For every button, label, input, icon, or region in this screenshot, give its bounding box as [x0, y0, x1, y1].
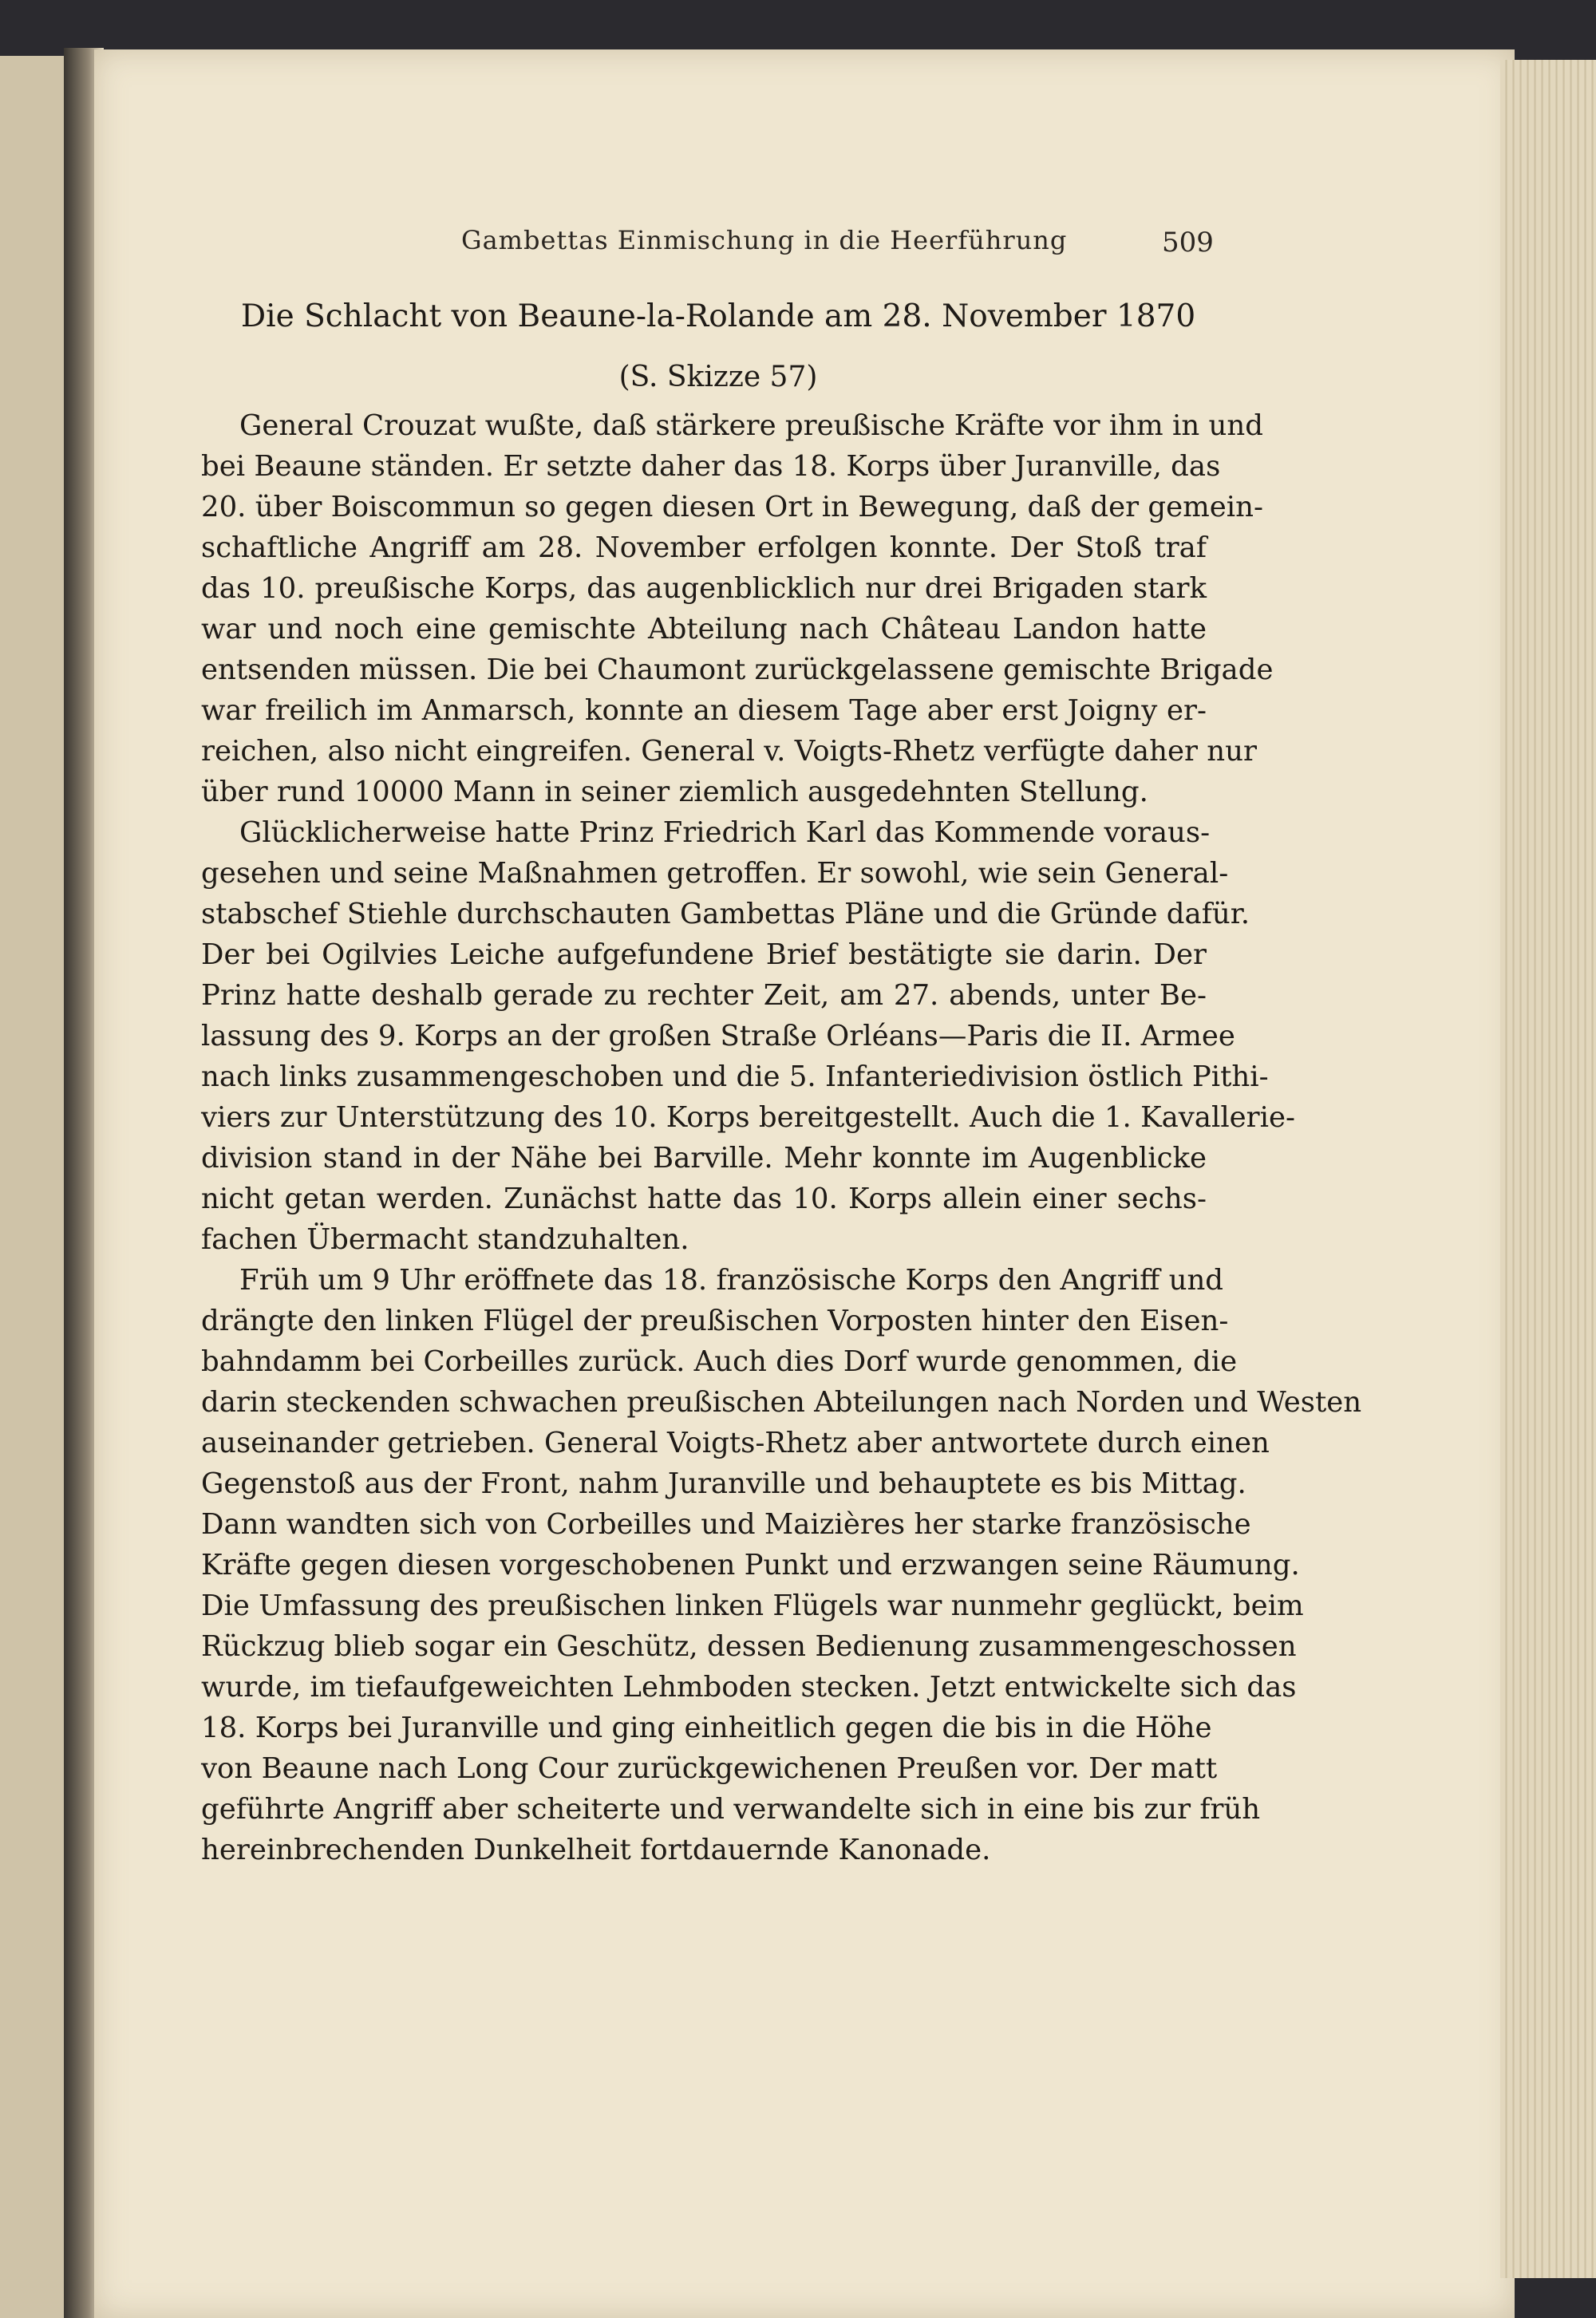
text-line: Prinz hatte deshalb gerade zu rechter Zeit, am 27. abends, unter Be- — [201, 979, 1207, 1012]
paragraph — [201, 405, 1274, 812]
text-line: wurde, im tiefaufgeweichten Lehmboden stecken. Jetzt entwickelte sich das — [201, 1671, 1297, 1704]
text-line: nach links zusammengeschoben und die 5. Infanteriedivision östlich Pithi- — [201, 1060, 1269, 1093]
text-line: darin steckenden schwachen preußischen Abteilungen nach Norden und Westen — [201, 1386, 1362, 1419]
text-line: Früh um 9 Uhr eröffnete das 18. französische Korps den Angriff und — [239, 1264, 1224, 1297]
text-line: Glücklicherweise hatte Prinz Friedrich Karl das Kommende voraus- — [239, 816, 1211, 849]
text-line: entsenden müssen. Die bei Chaumont zurückgelassene gemischte Brigade — [201, 654, 1274, 686]
text-line: Gegenstoß aus der Front, nahm Juranville und behauptete es bis Mittag. — [201, 1467, 1246, 1500]
text-line: 20. über Boiscommun so gegen diesen Ort in Bewegung, daß der gemein- — [201, 491, 1264, 523]
text-line: war und noch eine gemischte Abteilung nach Château Landon hatte — [201, 613, 1207, 646]
text-line: auseinander getrieben. General Voigts-Rhetz aber antwortete durch einen — [201, 1427, 1270, 1459]
text-line: stabschef Stiehle durchschauten Gambettas Pläne und die Gründe dafür. — [201, 898, 1250, 930]
text-line: war freilich im Anmarsch, konnte an diesem Tage aber erst Joigny er- — [201, 694, 1207, 727]
text-line: Der bei Ogilvies Leiche aufgefundene Brief bestätigte sie darin. Der — [201, 938, 1207, 971]
text-line: gesehen und seine Maßnahmen getroffen. Er sowohl, wie sein General- — [201, 857, 1229, 890]
paragraph — [201, 1260, 1362, 1870]
chapter-heading: Die Schlacht von Beaune-la-Rolande am 28. November 1870 — [240, 298, 1196, 334]
text-line: von Beaune nach Long Cour zurückgewichenen Preußen vor. Der matt — [201, 1752, 1218, 1785]
text-line: über rund 10000 Mann in seiner ziemlich ausgedehnten Stellung. — [201, 776, 1148, 808]
text-line: Die Umfassung des preußischen linken Flügels war nunmehr geglückt, beim — [201, 1589, 1304, 1622]
text-line: reichen, also nicht eingreifen. General v. Voigts-Rhetz verfügte daher nur — [201, 735, 1257, 768]
page-number: 509 — [1162, 227, 1214, 259]
text-line: Dann wandten sich von Corbeilles und Maizières her starke französische — [201, 1508, 1251, 1541]
text-line: 18. Korps bei Juranville und ging einheitlich gegen die bis in die Höhe — [201, 1712, 1212, 1744]
paragraph — [201, 812, 1296, 1260]
sketch-reference: (S. Skizze 57) — [618, 361, 818, 393]
text-line: division stand in der Nähe bei Barville. Mehr konnte im Augenblicke — [201, 1142, 1207, 1175]
text-line: das 10. preußische Korps, das augenblicklich nur drei Brigaden stark — [201, 572, 1207, 605]
text-line: fachen Übermacht standzuhalten. — [201, 1223, 689, 1256]
text-line: geführte Angriff aber scheiterte und verwandelte sich in eine bis zur früh — [201, 1793, 1261, 1826]
text-line: drängte den linken Flügel der preußischen Vorposten hinter den Eisen- — [201, 1305, 1229, 1337]
text-line: viers zur Unterstützung des 10. Korps bereitgestellt. Auch die 1. Kavallerie- — [201, 1101, 1296, 1134]
text-line: Rückzug blieb sogar ein Geschütz, dessen Bedienung zusammengeschossen — [201, 1630, 1297, 1663]
text-line: bahndamm bei Corbeilles zurück. Auch dies Dorf wurde genommen, die — [201, 1345, 1238, 1378]
page-stack-edges — [1500, 60, 1596, 2278]
text-line: bei Beaune ständen. Er setzte daher das 18. Korps über Juranville, das — [201, 450, 1221, 483]
text-line: schaftliche Angriff am 28. November erfolgen konnte. Der Stoß traf — [201, 531, 1207, 564]
text-line: hereinbrechenden Dunkelheit fortdauernde Kanonade. — [201, 1834, 991, 1866]
text-line: Kräfte gegen diesen vorgeschobenen Punkt und erzwangen seine Räumung. — [201, 1549, 1300, 1582]
body-text — [201, 405, 1362, 1870]
text-line: General Crouzat wußte, daß stärkere preußische Kräfte vor ihm in und — [239, 409, 1263, 442]
text-line: lassung des 9. Korps an der großen Straße Orléans—Paris die II. Armee — [201, 1020, 1235, 1052]
text-line: nicht getan werden. Zunächst hatte das 10. Korps allein einer sechs- — [201, 1183, 1207, 1215]
running-head: Gambettas Einmischung in die Heerführung — [461, 225, 1068, 255]
